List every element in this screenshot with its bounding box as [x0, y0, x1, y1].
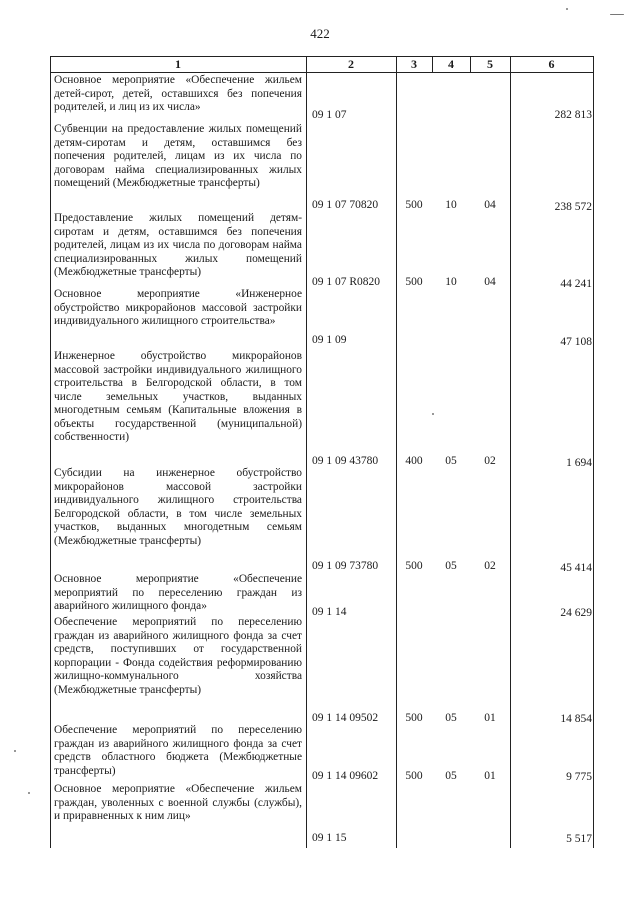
row-col3: 500 — [405, 770, 423, 782]
scan-speck — [28, 792, 30, 794]
scan-speck — [566, 8, 568, 10]
row-description: Субвенции на предоставление жилых помещений детям-сиротам и детям, оставшимся без попечения родителей, лицам из их числа по договорам найма специализированных жилых помещений (Межбюджетные трансферты) — [54, 123, 302, 189]
row-amount: 14 854 — [560, 713, 592, 725]
row-col4: 05 — [445, 712, 457, 724]
scan-speck — [14, 750, 16, 752]
row-description: Основное мероприятие «Инженерное обустройство микрорайонов массовой застройки индивидуального жилищного строительства» — [54, 288, 302, 327]
col-divider-2 — [396, 56, 397, 848]
header-bottom-border — [50, 72, 594, 73]
scan-speck — [432, 413, 434, 415]
scan-speck — [610, 14, 624, 15]
row-code: 09 1 07 70820 — [312, 199, 379, 211]
row-col5: 04 — [484, 199, 496, 211]
column-header: 5 — [487, 57, 493, 71]
row-col5: 04 — [484, 276, 496, 288]
page-number: 422 — [310, 26, 330, 41]
row-col4: 10 — [445, 199, 457, 211]
row-code: 09 1 14 — [312, 606, 347, 618]
row-col3: 500 — [405, 199, 423, 211]
row-col5: 01 — [484, 712, 496, 724]
row-description: Основное мероприятие «Обеспечение жильем детей-сирот, детей, оставшихся без попечения родителей, и лиц из их числа» — [54, 74, 302, 113]
table-left-border — [50, 56, 51, 848]
row-col3: 500 — [405, 276, 423, 288]
column-header: 2 — [348, 57, 354, 71]
budget-table — [50, 56, 594, 848]
column-header: 4 — [448, 57, 454, 71]
row-col5: 01 — [484, 770, 496, 782]
row-amount: 1 694 — [566, 457, 592, 469]
row-description: Обеспечение мероприятий по переселению граждан из аварийного жилищного фонда за счет средств областного бюджета (Межбюджетные трансферты) — [54, 724, 302, 777]
row-code: 09 1 09 73780 — [312, 560, 379, 572]
row-code: 09 1 14 09502 — [312, 712, 379, 724]
column-header: 6 — [548, 57, 555, 71]
row-description: Основное мероприятие «Обеспечение мероприятий по переселению граждан из аварийного жилищного фонда» — [54, 573, 302, 612]
row-code: 09 1 07 — [312, 109, 347, 121]
row-amount: 44 241 — [560, 278, 592, 290]
col-divider-5 — [510, 56, 511, 848]
row-col4: 05 — [445, 770, 457, 782]
column-header: 1 — [175, 57, 181, 71]
row-code: 09 1 15 — [312, 832, 347, 844]
row-description: Субсидии на инженерное обустройство микрорайонов массовой застройки индивидуального жилищного строительства Белгородской области, в том числе земельных участков, выданных многодетным семьям (Межбюджетные трансферты) — [54, 467, 302, 547]
row-code: 09 1 14 09602 — [312, 770, 379, 782]
row-amount: 45 414 — [560, 562, 592, 574]
row-amount: 24 629 — [560, 607, 592, 619]
row-description: Основное мероприятие «Обеспечение жильем граждан, уволенных с военной службы (службы), и приравненных к ним лиц» — [54, 783, 302, 822]
row-code: 09 1 09 — [312, 334, 347, 346]
table-right-border — [593, 56, 594, 848]
column-header: 3 — [411, 57, 417, 71]
row-amount: 9 775 — [566, 771, 592, 783]
row-col3: 500 — [405, 712, 423, 724]
row-description: Инженерное обустройство микрорайонов массовой застройки индивидуального жилищного строительства в Белгородской области, в том числе земельных участков, выданных многодетным семьям (Капитальные вложения в объекты государственной (муниципальной) собственности) — [54, 350, 302, 443]
row-code: 09 1 09 43780 — [312, 455, 379, 467]
row-amount: 5 517 — [566, 833, 592, 845]
col-divider-1 — [306, 56, 307, 848]
row-description: Обеспечение мероприятий по переселению граждан из аварийного жилищного фонда за счет средств, поступивших от государственной корпорации - Фонда содействия реформированию жилищно-коммунального хозяйства (Межбюджетные трансферты) — [54, 616, 302, 696]
row-amount: 238 572 — [554, 201, 592, 213]
row-amount: 47 108 — [560, 336, 592, 348]
row-col5: 02 — [484, 560, 496, 572]
row-col4: 10 — [445, 276, 457, 288]
row-col4: 05 — [445, 455, 457, 467]
row-code: 09 1 07 R0820 — [312, 276, 381, 288]
row-amount: 282 813 — [554, 109, 592, 121]
row-description: Предоставление жилых помещений детям-сиротам и детям, оставшимся без попечения родителей, лицам из их числа по договорам найма специализированных жилых помещений (Межбюджетные трансферты) — [54, 212, 302, 278]
row-col3: 500 — [405, 560, 423, 572]
row-col3: 400 — [405, 455, 423, 467]
row-col5: 02 — [484, 455, 496, 467]
row-col4: 05 — [445, 560, 457, 572]
